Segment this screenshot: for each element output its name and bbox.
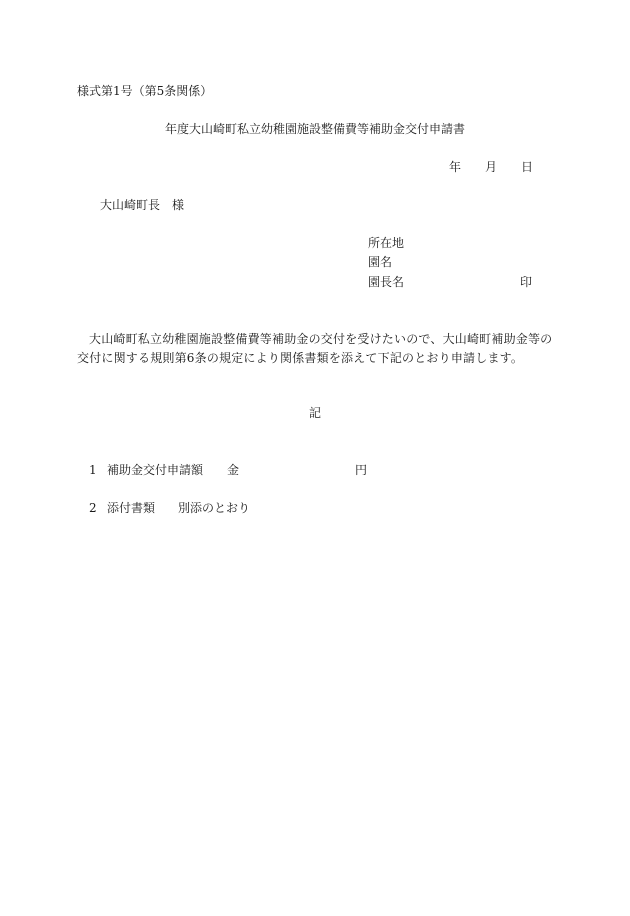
item-2-value: 別添のとおり: [178, 501, 251, 515]
item-2-label: 添付書類: [107, 501, 156, 515]
date-month-label: 月: [485, 160, 498, 174]
item-2-number: 2: [89, 501, 97, 515]
date-day-label: 日: [521, 160, 534, 174]
item-1-amount-suffix: 円: [355, 463, 368, 477]
seal-mark: 印: [520, 275, 533, 289]
application-body-text: 大山崎町私立幼稚園施設整備費等補助金の交付を受けたいので、大山崎町補助金等の交付に関する規則第6条の規定により関係書類を添えて下記のとおり申請します。: [77, 332, 553, 365]
item-1-label: 補助金交付申請額: [107, 463, 204, 477]
ki-heading: 記: [308, 406, 321, 420]
document-title: 年度大山崎町私立幼稚園施設整備費等補助金交付申請書: [164, 122, 465, 136]
recipient: 大山崎町長 様: [100, 198, 185, 212]
kindergarten-name-label: 園名: [368, 255, 393, 269]
item-1-amount-prefix: 金: [227, 463, 240, 477]
address-label: 所在地: [368, 236, 405, 250]
date-year-label: 年: [449, 160, 462, 174]
form-number: 様式第1号（第5条関係）: [77, 84, 213, 98]
director-name-label: 園長名: [368, 275, 405, 289]
item-1-number: 1: [89, 463, 97, 477]
